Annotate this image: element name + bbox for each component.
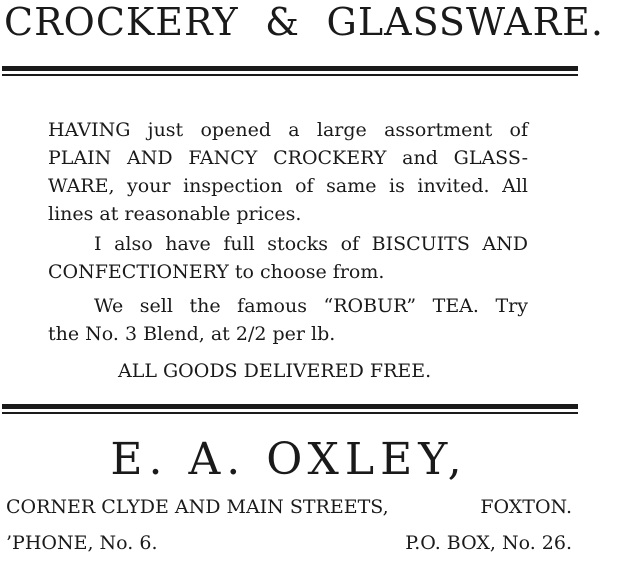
headline-crockery: CROCKERY bbox=[4, 0, 239, 44]
bottom-rule-thick bbox=[2, 404, 578, 409]
body-line: lines at reasonable prices. bbox=[48, 203, 302, 225]
contact-row bbox=[6, 530, 572, 556]
body-line: PLAIN AND FANCY CROCKERY and GLASS- bbox=[48, 147, 528, 169]
paragraph-biscuits bbox=[48, 230, 528, 286]
paragraph-assortment bbox=[48, 116, 528, 228]
body-line: HAVING just opened a large assortment of bbox=[48, 119, 528, 141]
street-address: CORNER CLYDE AND MAIN STREETS, bbox=[6, 496, 389, 518]
headline-ampersand: & bbox=[265, 0, 300, 44]
body-line: I also have full stocks of BISCUITS AND bbox=[94, 233, 528, 255]
advert-headline bbox=[4, 0, 604, 44]
body-line: We sell the famous “ROBUR” TEA. Try bbox=[94, 295, 528, 317]
body-line: CONFECTIONERY to choose from. bbox=[48, 261, 385, 283]
body-line: the No. 3 Blend, at 2/2 per lb. bbox=[48, 323, 336, 345]
top-rule-thick bbox=[2, 66, 578, 71]
bottom-rule-thin bbox=[2, 412, 578, 414]
po-box: P.O. BOX, No. 26. bbox=[405, 532, 572, 554]
delivery-notice: ALL GOODS DELIVERED FREE. bbox=[118, 360, 432, 382]
headline-glassware: GLASSWARE. bbox=[326, 0, 604, 44]
address-row bbox=[6, 494, 572, 520]
town-name: FOXTON. bbox=[480, 496, 572, 518]
body-line: WARE, your inspection of same is invited. All bbox=[48, 175, 528, 197]
paragraph-tea bbox=[48, 292, 528, 348]
phone-number: ’PHONE, No. 6. bbox=[6, 532, 158, 554]
merchant-name: E. A. OXLEY, bbox=[110, 434, 468, 485]
top-rule-thin bbox=[2, 74, 578, 76]
